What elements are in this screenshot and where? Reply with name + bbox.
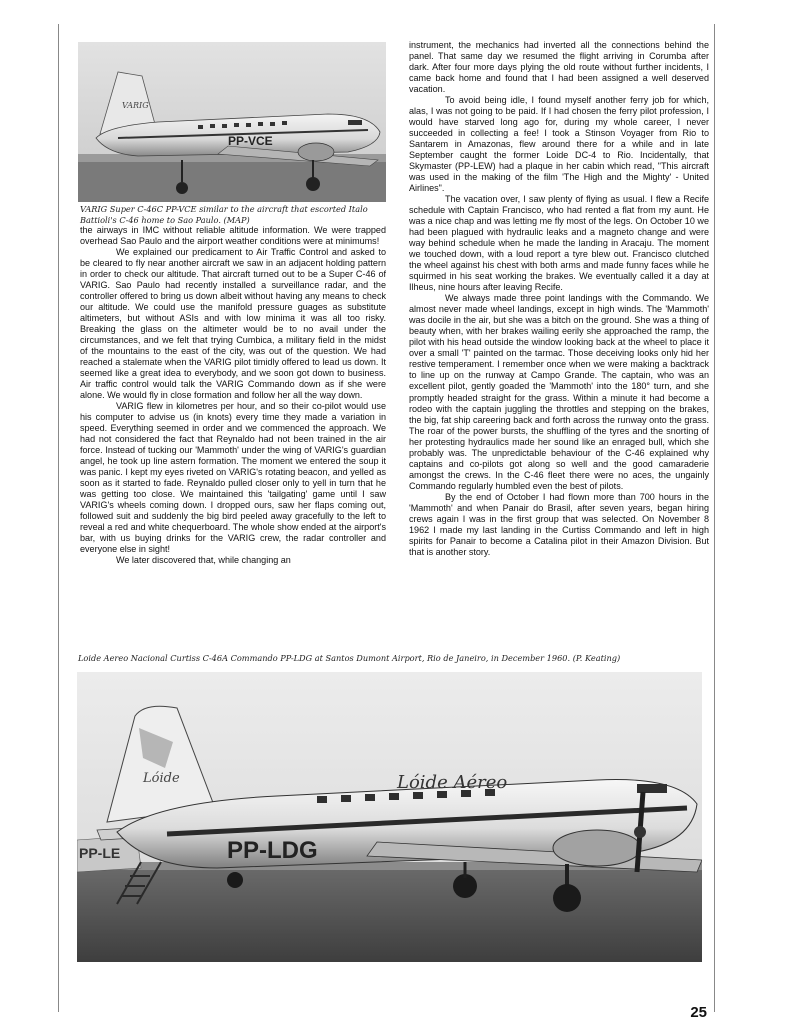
varig-c46-photo [78,42,386,202]
top-photo-caption: VARIG Super C-46C PP-VCE similar to the aircraft that escorted Italo Battioli's C-46 home to Sao Paulo. (MAP) [80,204,368,225]
registration-ppvce: PP-VCE [228,134,273,148]
paragraph: instrument, the mechanics had inverted all the connections behind the panel. That same day we resumed the flight arriving in Corumba after dark. After four more days plying the old route without further incidents, I came back home and found that I had been assigned a well deserved vacation. [409,40,709,95]
page-number: 25 [690,1004,707,1021]
paragraph: The vacation over, I saw plenty of flying as usual. I flew a Recife schedule with Captain Francisco, who had rented a flat from my aunt. He was a nice chap and was letting me fly most of the legs. On October 10 we had been plagued with hydraulic leaks and a magneto change and were way behind schedule when he made the landing in Aracaju. The moment we touched down, with a loud report a tyre blew out. Francisco clutched the wheel against his chest with both arms and made funny faces while he squirmed in his seat working the brakes. We eventually called it a day at Ilheus, nine hours after leaving Recife. [409,194,709,293]
registration-pple: PP-LE [79,845,121,861]
paragraph: VARIG flew in kilometres per hour, and so their co-pilot would use his computer to advise us (in knots) every time they made a variation in speed. Everything seemed in order and we commenced the approach. We had not considered the fact that Reynaldo had not been trained in the air force. Instead of tucking our 'Mammoth' under the wing of VARIG's guardian angel, he took up line astern formation. The moment we entered the soup it was panic. I kept my eyes riveted on VARIG's rotating beacon, and yelled as soon as it started to fade. Reynaldo pulled closer only to yell in turn that he was getting too close. We maintained this 'tailgating' game until I saw VARIG's wheels coming down. I dropped ours, saw her flaps coming out, followed suit and suddenly the big bird peeled away gracefully to the left to reveal a red and white chequerboard. The whole show ended at the airport's bar, with us buying drinks for the VARIG crew, the radar controller and everyone else in sight! [80,401,386,555]
paragraph: We explained our predicament to Air Traffic Control and asked to be cleared to fly near another aircraft we saw in an adjacent holding pattern in order to check our altitude. That aircraft turned out to be a Super C-46 of VARIG. Sao Paulo had recently installed a surveillance radar, and the controller offered to bring us down albeit without having any means to check our altitude. We could use the manifold pressure guages as substitute altimeters, but without ASIs and with low minima it was all too risky. Breaking the glass on the altimeter would be to no avail under the circumstances, and we felt that trying Cumbica, a military field in the midst of the mountains to the east of the city, was out of the question. We had reached a stalemate when the VARIG pilot timidly offered to lead us down. It seemed like a great idea to everybody, and we soon got down to business. Air traffic control would talk the VARIG Commando down as if she were alone. We would fly in close formation and follow her all the way down. [80,247,386,401]
registration-ppldg: PP-LDG [227,837,318,864]
bottom-photo-caption: Loide Aereo Nacional Curtiss C-46A Commando PP-LDG at Santos Dumont Airport, Rio de Janeiro, in December 1960. (P. Keating) [78,653,621,663]
loide-c46-photo [77,672,702,962]
paragraph: To avoid being idle, I found myself another ferry job for which, alas, I was not going to be paid. If I had chosen the ferry pilot profession, I would have starved long ago for, during my whole career, I never succeeded in collecting a fee! I took a Stinson Voyager from Rio to Santarem in Amazonas, flew around there for a while and in late September caught the former Loide DC-4 to Rio. Incidentally, that Skymaster (PP-LEW) had a plaque in her cabin which read, "This aircraft was used in the making of the film 'The High and the Mighty' - United Airlines". [409,95,709,194]
loide-fuselage-script: Lóide Aéreo [397,772,508,793]
paragraph: By the end of October I had flown more than 700 hours in the 'Mammoth' and when Panair do Brasil, after seven years, began hiring crews again I was in the first group that was selected. On November 8 1962 I made my last landing in the Curtiss Commando and left in high spirits for Panair to become a Catalina pilot in their Amazon Division. But that is another story. [409,491,709,557]
left-text-column [80,225,386,566]
paragraph: the airways in IMC without reliable altitude information. We were trapped overhead Sao Paulo and the airport weather conditions were at minimums! [80,225,386,247]
paragraph: We later discovered that, while changing an [116,555,291,566]
right-text-column [409,40,709,558]
paragraph: We always made three point landings with the Commando. We almost never made wheel landings, except in high winds. The 'Mammoth' was docile in the air, but she was a bitch on the ground. She was a thing of beauty when, with her brakes wailing eerily she approached the ramp, the pilot with his head outside the window looking back at the wheel to place it over a small 'T' painted on the tarmac. Those deceiving looks only hid her restive temperament. I remember once when we were making a backtrack to line up on the runway at Campo Grande. The captain, who was an excellent pilot, gently goaded the 'Mammoth' into the 180° turn, and she promptly headed straight for the grass. Within a minute it had become a rodeo with the captain juggling the throttles and stepping on the brakes, the big, fat ship careering back and forth across the runway onto the grass. The roar of the power bursts, the shuffling of the tyres and the snorting of her protesting hydraulics made her sound like an enraged bull, which she probably was. The unpredictable behaviour of the C-46 explained why captains and co-pilots got along so well and the good camaraderie amongst the crews. In the C-46 fleet there were no aces, the ungainly Commando regularly humbled even the best of pilots. [409,293,709,491]
loide-tail-script: Lóide [143,771,180,786]
varig-tail-logo: VARIG [122,101,149,110]
